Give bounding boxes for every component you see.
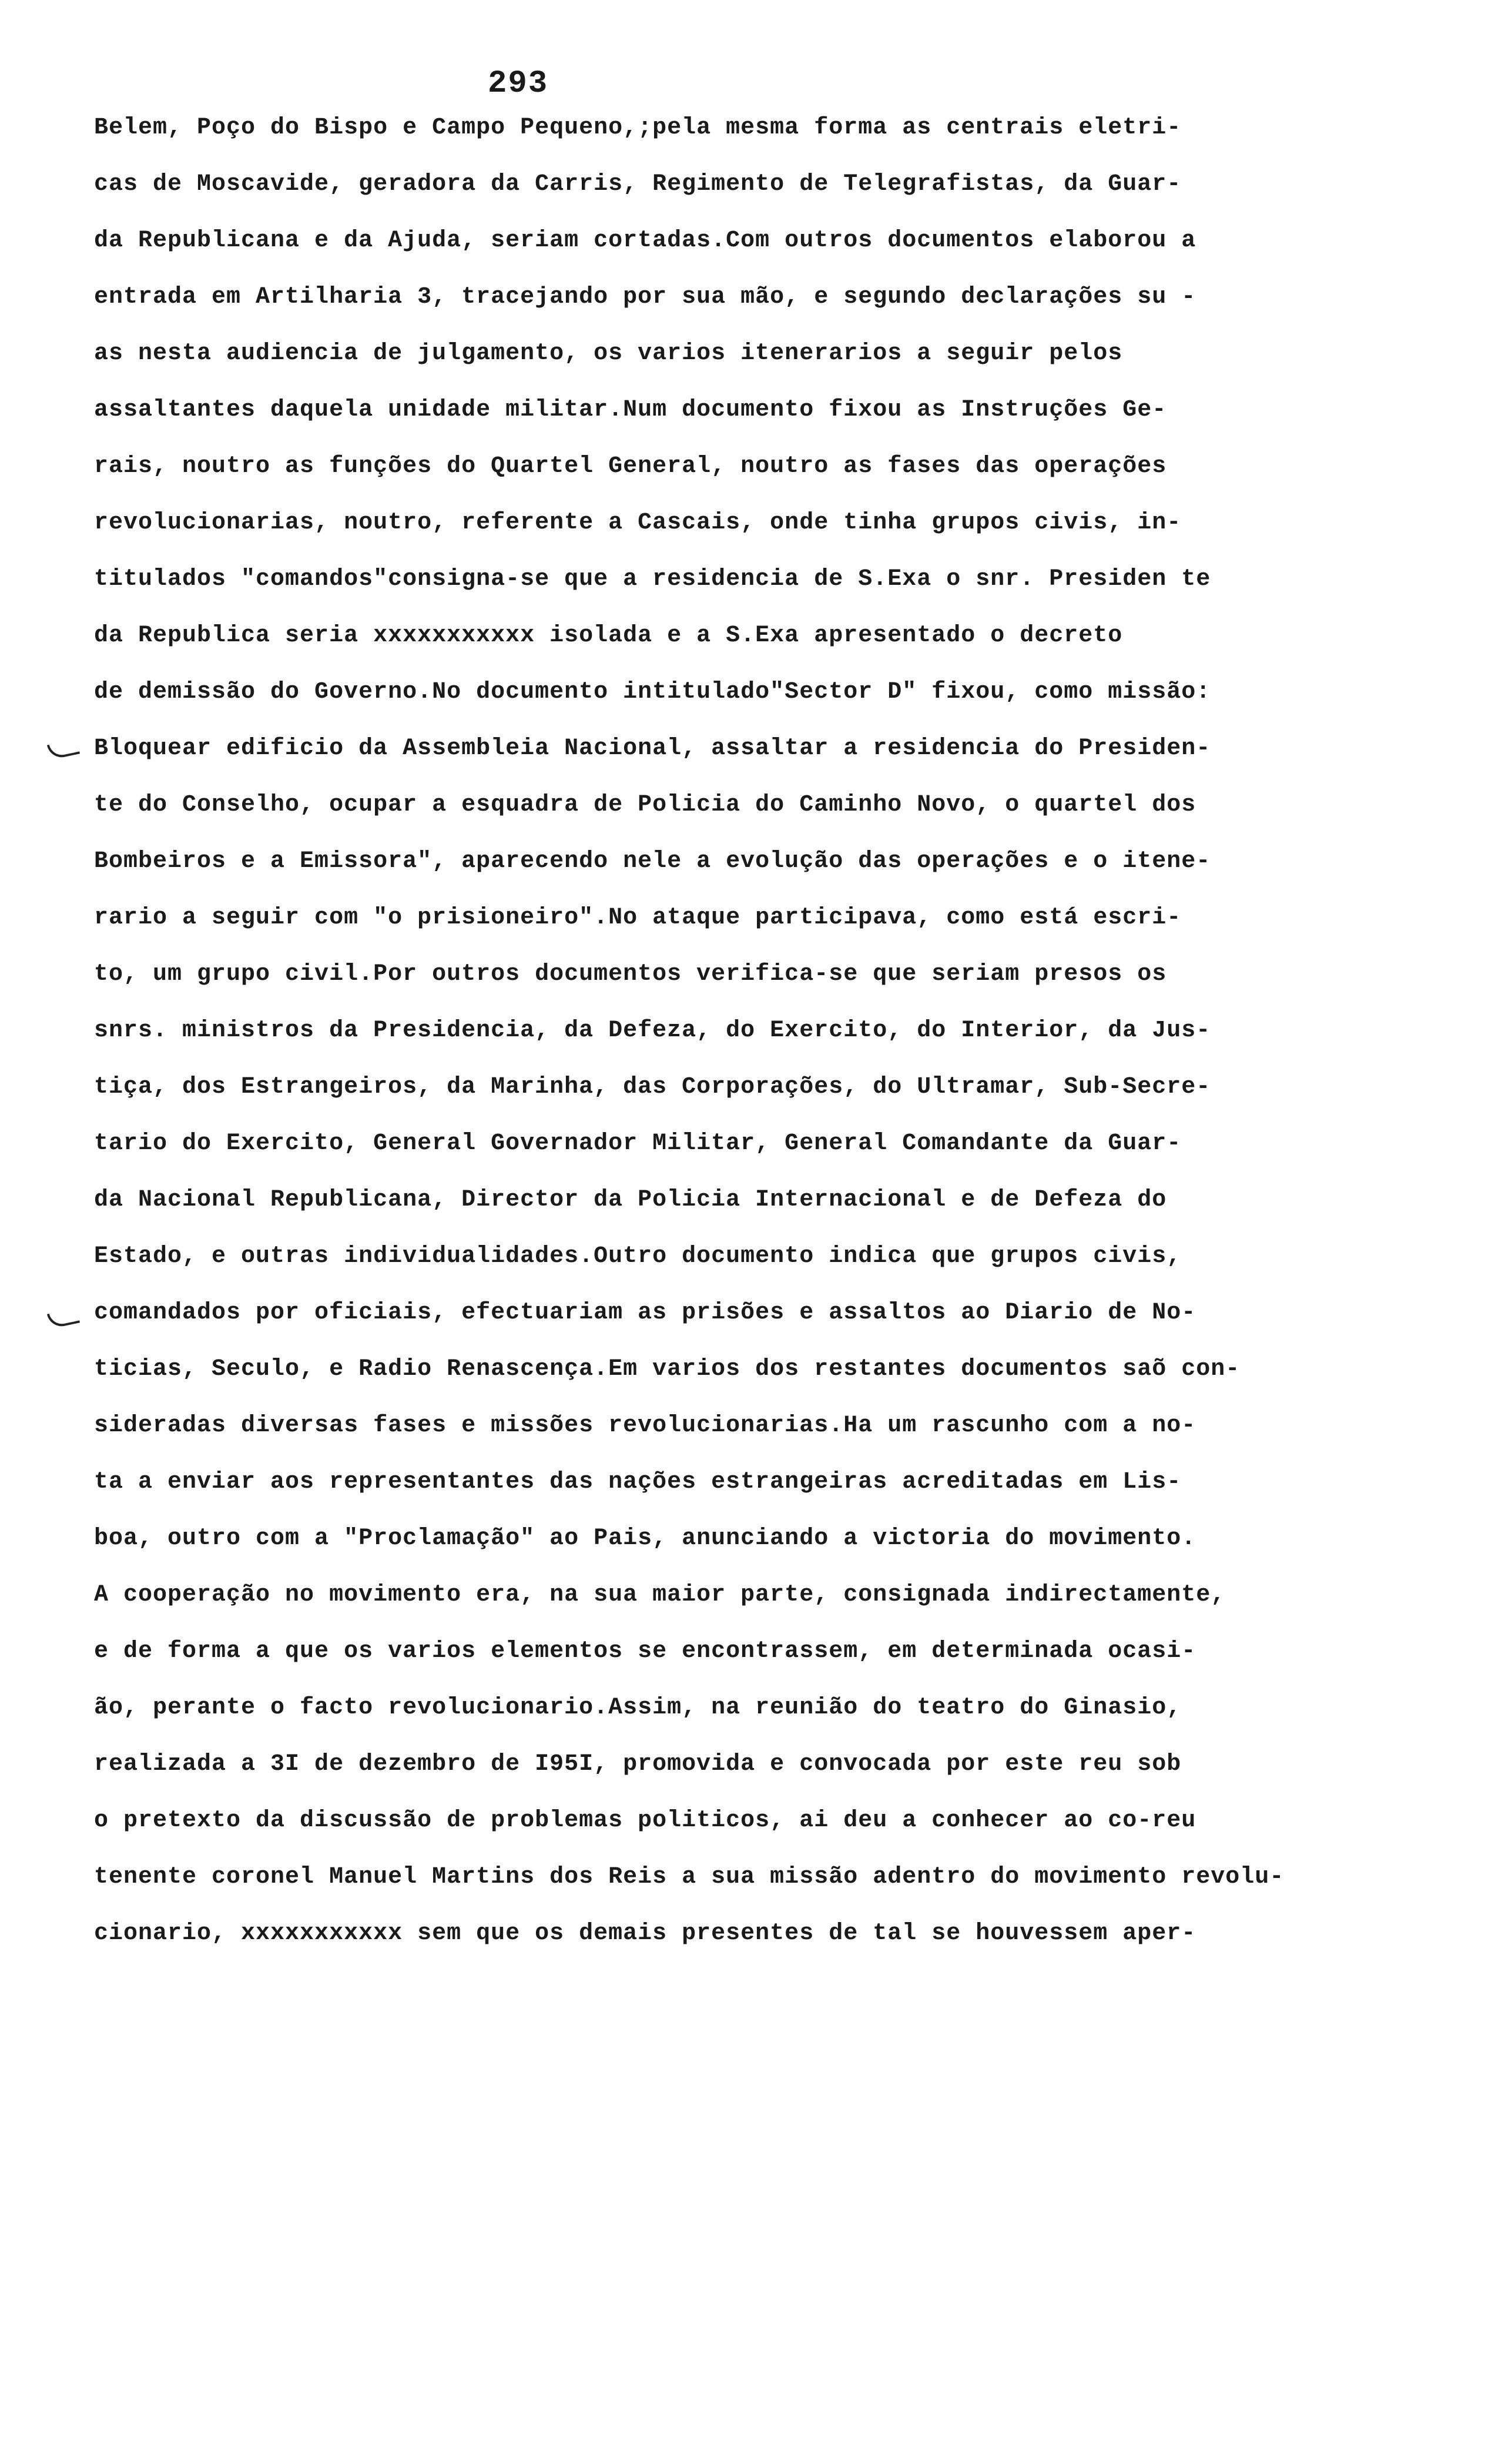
- text-line: snrs. ministros da Presidencia, da Defeza, do Exercito, do Interior, da Jus-: [94, 1017, 1211, 1044]
- text-line: rario a seguir com "o prisioneiro".No ataque participava, como está escri-: [94, 905, 1182, 931]
- text-line: cas de Moscavide, geradora da Carris, Regimento de Telegrafistas, da Guar-: [94, 171, 1182, 197]
- text-line: assaltantes daquela unidade militar.Num documento fixou as Instruções Ge-: [94, 397, 1167, 423]
- text-line: to, um grupo civil.Por outros documentos verifica-se que seriam presos os: [94, 961, 1167, 987]
- text-line: boa, outro com a "Proclamação" ao Pais, anunciando a victoria do movimento.: [94, 1525, 1196, 1552]
- text-line: da Republica seria xxxxxxxxxxx isolada e a S.Exa apresentado o decreto: [94, 622, 1123, 649]
- text-line: rais, noutro as funções do Quartel General, noutro as fases das operações: [94, 453, 1167, 480]
- text-line: comandados por oficiais, efectuariam as prisões e assaltos ao Diario de No-: [94, 1300, 1196, 1326]
- text-line: Estado, e outras individualidades.Outro documento indica que grupos civis,: [94, 1243, 1182, 1270]
- margin-mark-bottom: [47, 1308, 80, 1329]
- text-line: tario do Exercito, General Governador Militar, General Comandante da Guar-: [94, 1130, 1182, 1157]
- text-line: titulados "comandos"consigna-se que a residencia de S.Exa o snr. Presiden te: [94, 566, 1211, 592]
- page-number: 293: [488, 66, 549, 102]
- text-line: revolucionarias, noutro, referente a Cascais, onde tinha grupos civis, in-: [94, 510, 1182, 536]
- text-line: cionario, xxxxxxxxxxx sem que os demais presentes de tal se houvessem aper-: [94, 1920, 1196, 1947]
- text-line: da Republicana e da Ajuda, seriam cortadas.Com outros documentos elaborou a: [94, 227, 1196, 254]
- text-line: ticias, Seculo, e Radio Renascença.Em varios dos restantes documentos saõ con-: [94, 1356, 1241, 1382]
- text-line: sideradas diversas fases e missões revolucionarias.Ha um rascunho com a no-: [94, 1412, 1196, 1439]
- text-line: e de forma a que os varios elementos se encontrassem, em determinada ocasi-: [94, 1638, 1196, 1665]
- text-line: da Nacional Republicana, Director da Policia Internacional e de Defeza do: [94, 1187, 1167, 1213]
- text-line: de demissão do Governo.No documento intitulado"Sector D" fixou, como missão:: [94, 679, 1211, 705]
- margin-mark-top: [47, 739, 80, 760]
- text-line: realizada a 3I de dezembro de I95I, promovida e convocada por este reu sob: [94, 1751, 1182, 1777]
- text-line: Belem, Poço do Bispo e Campo Pequeno,;pela mesma forma as centrais eletri-: [94, 115, 1182, 141]
- text-line: Bloquear edificio da Assembleia Nacional, assaltar a residencia do Presiden-: [94, 735, 1211, 762]
- text-line: tenente coronel Manuel Martins dos Reis a sua missão adentro do movimento revolu-: [94, 1864, 1285, 1890]
- text-line: A cooperação no movimento era, na sua maior parte, consignada indirectamente,: [94, 1582, 1226, 1608]
- text-line: ão, perante o facto revolucionario.Assim, na reunião do teatro do Ginasio,: [94, 1695, 1182, 1721]
- text-line: ta a enviar aos representantes das nações estrangeiras acreditadas em Lis-: [94, 1469, 1182, 1495]
- text-line: entrada em Artilharia 3, tracejando por sua mão, e segundo declarações su -: [94, 284, 1196, 310]
- text-line: o pretexto da discussão de problemas politicos, ai deu a conhecer ao co-reu: [94, 1807, 1196, 1834]
- text-line: te do Conselho, ocupar a esquadra de Policia do Caminho Novo, o quartel dos: [94, 792, 1196, 818]
- text-line: as nesta audiencia de julgamento, os varios itenerarios a seguir pelos: [94, 340, 1123, 367]
- text-line: Bombeiros e a Emissora", aparecendo nele a evolução das operações e o itene-: [94, 848, 1211, 875]
- text-line: tiça, dos Estrangeiros, da Marinha, das Corporações, do Ultramar, Sub-Secre-: [94, 1074, 1211, 1100]
